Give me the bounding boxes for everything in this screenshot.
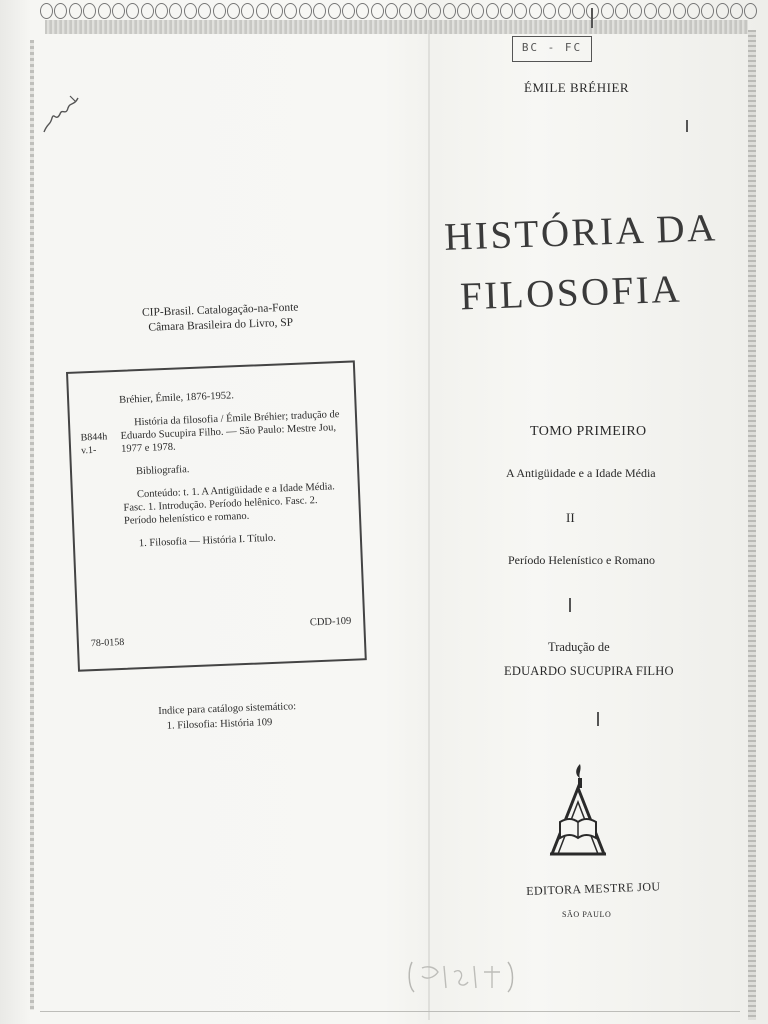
pencil-annotation-icon: [404, 958, 520, 996]
title-line-1: HISTÓRIA DA: [443, 206, 719, 259]
gutter-mark-lower: [597, 712, 599, 726]
left-page-edge: [30, 40, 34, 1010]
systematic-index: [158, 699, 309, 734]
book-author: ÉMILE BRÉHIER: [524, 80, 630, 95]
page-gutter: [428, 30, 430, 1020]
volume-label: TOMO PRIMEIRO: [530, 424, 647, 439]
call-number-line-2: v.1-: [80, 444, 97, 457]
index-heading: Indice para catálogo sistemático:: [158, 701, 297, 717]
title-line-2: FILOSOFIA: [459, 267, 683, 319]
handwritten-mark-icon: [40, 92, 84, 140]
index-entry: 1. Filosofia: História 109: [166, 717, 273, 732]
title-entry: História da filosofia / Émile Bréhier; tradução de Eduardo Sucupira Filho. — São Paulo: Mestre Jou, 1977 e 1978.: [120, 409, 340, 455]
gutter-mark-middle: [569, 598, 571, 612]
card-body: [119, 385, 352, 561]
cip-line-1: CIP-Brasil. Catalogação-na-Fonte: [141, 301, 299, 319]
bottom-edge: [40, 1011, 740, 1024]
part-number: II: [566, 510, 575, 525]
spiral-binding: [40, 2, 758, 20]
publisher-city: SÃO PAULO: [562, 910, 612, 919]
call-number-line-1: B844h: [80, 431, 108, 444]
author-entry: Bréhier, Émile, 1876-1952.: [118, 390, 235, 406]
subject-entries: 1. Filosofia — História I. Título.: [138, 532, 276, 550]
volume-subtitle: A Antigüidade e a Idade Média: [506, 466, 656, 480]
scan-top-band: [45, 20, 748, 34]
gutter-mark-upper: [686, 120, 688, 132]
contents-note: Conteúdo: t. 1. A Antigüidade e a Idade Média. Fasc. 1. Introdução. Período helênico. Fasc. 2. Período helenístico e romano.: [123, 481, 336, 527]
book-title: [440, 198, 724, 328]
period-title: Período Helenístico e Romano: [508, 553, 655, 567]
call-number: [80, 430, 108, 457]
translator-name: EDUARDO SUCUPIRA FILHO: [504, 664, 674, 678]
right-page-edge: [748, 30, 756, 1020]
cip-line-2: Câmara Brasileira do Livro, SP: [148, 316, 294, 334]
record-number: 78-0158: [90, 636, 125, 650]
cdd-number: CDD-109: [309, 615, 352, 629]
publisher-name: EDITORA MESTRE JOU: [526, 879, 661, 898]
cip-header: [140, 300, 301, 336]
catalog-card: [66, 360, 367, 671]
publisher-logo-icon: [548, 762, 608, 858]
bibliography-note: Bibliografia.: [135, 464, 190, 478]
gutter-mark-top: [591, 8, 593, 28]
library-stamp: BC - FC: [512, 36, 592, 62]
translation-label: Tradução de: [548, 640, 610, 654]
